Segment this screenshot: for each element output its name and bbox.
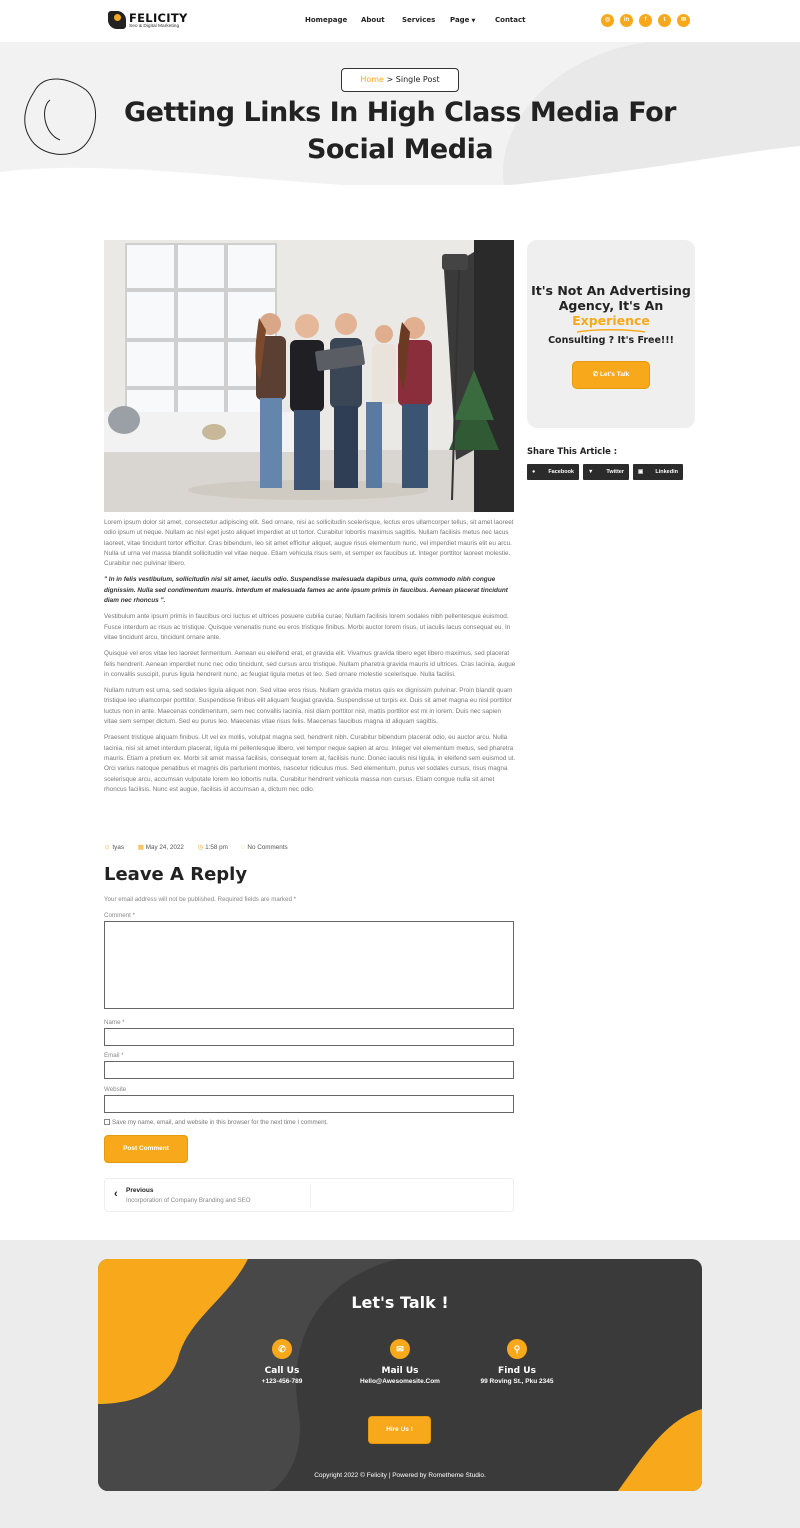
twitter-icon: ▼ xyxy=(588,469,594,475)
article-paragraph: Praesent tristique aliquam finibus. Ut vel ex mollis, volutpat magna sed, hendrerit nibh. Curabitur bibendum placerat odio, eu auctor arcu. Nulla lacinia, nisi sit amet interdum placerat, ligula mi pellentesque libero, vel tempor neque sapien at arcu. Integer vel elementum metus, sed pharetra mauris. Etiam a pretium ex. Morbi sit amet massa facilisis, consequat lorem at, facilisis nunc. Donec iaculis nisi ligula, in eleifend sem euismod ut. Orci varius natoque penatibus et magnis dis parturient montes, nascetur ridiculus mus. Sed elementum, purus vel sodales cursus, risus magna scelerisque arcu, accumsan vulputate lorem leo lobortis nulla. Curabitur hendrerit vehicula massa non cursus. Etiam congue nulla sit amet rhoncus facilisis. Nunc est augue, facilisis id accumsan a, dictum nec odio. xyxy=(104,734,516,793)
contact-mail-value[interactable]: Hello@Awesomesite.Com xyxy=(360,1378,440,1385)
contact-find-label: Find Us xyxy=(498,1366,536,1376)
linkedin-icon[interactable]: in xyxy=(620,14,633,27)
post-navigation xyxy=(104,1178,514,1212)
reply-note: Your email address will not be published. Required fields are marked * xyxy=(104,896,297,903)
clock-icon: ◷ xyxy=(197,844,204,851)
website-field[interactable] xyxy=(104,1095,514,1113)
share-linkedin-label: Linkedin xyxy=(655,469,678,475)
ad-line-2: Agency, It's An xyxy=(558,298,664,313)
ad-highlight: Experience xyxy=(572,313,650,328)
nav-homepage[interactable]: Homepage xyxy=(305,16,348,24)
contact-mail xyxy=(340,1339,460,1385)
website-label: Website xyxy=(104,1086,127,1093)
site-header xyxy=(0,0,800,42)
contact-find xyxy=(457,1339,577,1385)
copyright-text: Copyright 2022 © Felicity | Powered by Rometheme Studio. xyxy=(314,1472,486,1479)
article-paragraph: Nullam rutrum est urna, sed sodales ligula aliquet non. Sed vitae eros risus. Nullam gravida metus quis ex dignissim pulvinar. Proin blandit quam tristique leo ullamcorper porttitor. Suspendisse finibus elit aliquam feugiat gravida. Suspendisse ut turpis ex. Duis sit amet magna eu nisl porttitor luctus non in ante. Maecenas condimentum, sem nec convallis lacinia, nisl diam porttitor nisl, mattis porttitor est mi in lorem. Duis nec sapien vitae sem semper dictum. Sed eu purus leo. Maecenas vitae risus felis. Maecenas faucibus magna id aliquam sagittis. xyxy=(104,687,513,726)
share-linkedin-button[interactable] xyxy=(633,464,683,480)
breadcrumb-home[interactable]: Home xyxy=(360,75,384,84)
twitter-icon[interactable]: t xyxy=(658,14,671,27)
meta-date-text: May 24, 2022 xyxy=(145,844,184,851)
nav-divider xyxy=(310,1185,311,1207)
logo-mark-icon xyxy=(108,11,126,29)
save-info-checkbox[interactable] xyxy=(104,1119,110,1125)
hire-us-button[interactable]: Hire Us ! xyxy=(368,1416,431,1444)
contact-footer xyxy=(98,1259,702,1491)
footer-title: Let's Talk ! xyxy=(351,1293,449,1312)
save-info-row xyxy=(104,1119,328,1126)
breadcrumb xyxy=(341,68,459,92)
nav-contact[interactable]: Contact xyxy=(495,16,526,24)
article-quote: " In in felis vestibulum, sollicitudin nisi sit amet, iaculis odio. Suspendisse malesuada dapibus urna, quis commodo nibh congue dignissim. Nulla sed condimentum mauris. Interdum et malesuada fames ac ante ipsum primis in faucibus. Aenean placerat tincidunt diam nec rhoncus ". xyxy=(104,576,508,605)
comment-label: Comment * xyxy=(104,912,135,919)
meta-time-text: 1:58 pm xyxy=(205,844,228,851)
facebook-icon[interactable]: f xyxy=(639,14,652,27)
name-label: Name * xyxy=(104,1019,125,1026)
facebook-icon: ● xyxy=(532,469,536,475)
meta-time xyxy=(198,844,234,851)
share-twitter-label: Twitter xyxy=(606,469,624,475)
meta-author-name: tyas xyxy=(112,844,124,851)
share-facebook-label: Facebook xyxy=(548,469,574,475)
lets-talk-label: Let's Talk xyxy=(600,371,630,378)
phone-icon: ✆ xyxy=(592,371,599,378)
nav-services[interactable]: Services xyxy=(402,16,436,24)
meta-author[interactable] xyxy=(104,844,130,851)
meta-date[interactable] xyxy=(138,844,190,851)
featured-image-illustration xyxy=(104,240,514,512)
contact-mail-label: Mail Us xyxy=(381,1366,419,1376)
contact-call-label: Call Us xyxy=(264,1366,300,1376)
calendar-icon: ▦ xyxy=(137,844,144,851)
comment-textarea[interactable] xyxy=(104,921,514,1009)
phone-icon: ✆ xyxy=(272,1339,292,1359)
instagram-icon[interactable]: ◎ xyxy=(601,14,614,27)
ad-underline-swoosh xyxy=(575,328,647,334)
contact-call xyxy=(222,1339,342,1385)
nav-about[interactable]: About xyxy=(361,16,385,24)
linkedin-icon: ▣ xyxy=(638,469,644,475)
breadcrumb-separator: > xyxy=(386,75,394,84)
share-facebook-button[interactable] xyxy=(527,464,579,480)
meta-comments-text: No Comments xyxy=(247,844,288,851)
comment-icon: ◌ xyxy=(241,844,246,851)
article-paragraph: Vestibulum ante ipsum primis in faucibus orci luctus et ultrices posuere cubilia curae; Nullam facilisis lorem sodales nibh pellentesque euismod. Fusce interdum ac risus ac tristique. Quisque venenatis nunc eu eros tristique finibus. Morbi auctor lorem risus, ut iaculis lacus consequat eu. In vitae tincidunt arcu, tincidunt ornare ante. xyxy=(104,613,511,641)
chevron-left-icon[interactable]: ‹ xyxy=(114,1188,118,1200)
page-title: Getting Links In High Class Media For Social Media xyxy=(124,97,676,165)
email-label: Email * xyxy=(104,1052,124,1059)
user-icon: ☺ xyxy=(104,844,111,851)
email-icon[interactable]: ✉ xyxy=(677,14,690,27)
save-info-label: Save my name, email, and website in this browser for the next time I comment. xyxy=(112,1119,328,1126)
contact-find-value: 99 Roving St., Pku 2345 xyxy=(480,1378,554,1385)
email-field[interactable] xyxy=(104,1061,514,1079)
name-field[interactable] xyxy=(104,1028,514,1046)
nav-page-label: Page xyxy=(450,16,470,24)
meta-comments[interactable] xyxy=(242,844,294,851)
post-meta xyxy=(104,844,300,851)
reply-title: Leave A Reply xyxy=(104,864,248,885)
previous-post-label[interactable]: Previous xyxy=(126,1187,154,1194)
ad-line-1: It's Not An Advertising xyxy=(531,283,691,298)
share-twitter-button[interactable] xyxy=(583,464,629,480)
article-body xyxy=(104,518,516,801)
consulting-ad-card xyxy=(527,240,695,428)
post-comment-button[interactable]: Post Comment xyxy=(104,1135,188,1163)
mail-icon: ✉ xyxy=(390,1339,410,1359)
previous-post-link[interactable]: Incorporation of Company Branding and SEO xyxy=(126,1197,251,1204)
location-pin-icon: ⚲ xyxy=(507,1339,527,1359)
brand-logo[interactable] xyxy=(108,10,198,32)
share-title: Share This Article : xyxy=(527,446,618,456)
chevron-down-icon: ▼ xyxy=(471,18,476,24)
brand-name: FELICITY xyxy=(129,11,188,25)
ad-line-3: Consulting ? It's Free!!! xyxy=(548,335,674,346)
contact-call-value[interactable]: +123-456-789 xyxy=(261,1378,303,1385)
featured-image xyxy=(104,240,514,512)
article-paragraph: Quisque vel eros vitae leo laoreet fermentum. Aenean eu eleifend erat, et gravida elit. Vivamus gravida libero eget libero maximus, sed placerat felis hendrerit. Aenean imperdiet nunc nec odio tincidunt, sed cursus arcu tristique. Nullam pharetra gravida mauris id ultrices. Cras lacinia, augue in convallis suscipit, purus ligula hendrerit nunc, ac feugiat ligula metus et leo. Sed ornare molestie scelerisque. Nulla facilisi. xyxy=(104,650,516,678)
lets-talk-button[interactable] xyxy=(572,361,650,389)
brand-tagline: Seo & Digital Marketing xyxy=(129,24,180,29)
article-paragraph: Lorem ipsum dolor sit amet, consectetur adipiscing elit. Sed ornare, nisi ac sollicitudin scelerisque, lectus eros ullamcorper tellus, sit amet laoreet odio ipsum ut neque. Nullam ac nisl eget justo aliquet imperdiet at ut tortor. Curabitur lobortis maximus sagittis. Nullam facilisis metus nec lacus laoreet, vitae tincidunt tortor efficitur. Cras bibendum, leo sit amet efficitur aliquet, augue risus elementum nunc, vel imperdiet mauris elit eu arcu. Nulla ut urna vel massa blandit sollicitudin vel vitae neque. Etiam vehicula risus sem, et semper ex faucibus ut. Integer porttitor laoreet molestie. Curabitur nec pulvinar libero. xyxy=(104,519,514,568)
breadcrumb-current: Single Post xyxy=(395,75,440,84)
nav-page[interactable] xyxy=(450,16,475,24)
